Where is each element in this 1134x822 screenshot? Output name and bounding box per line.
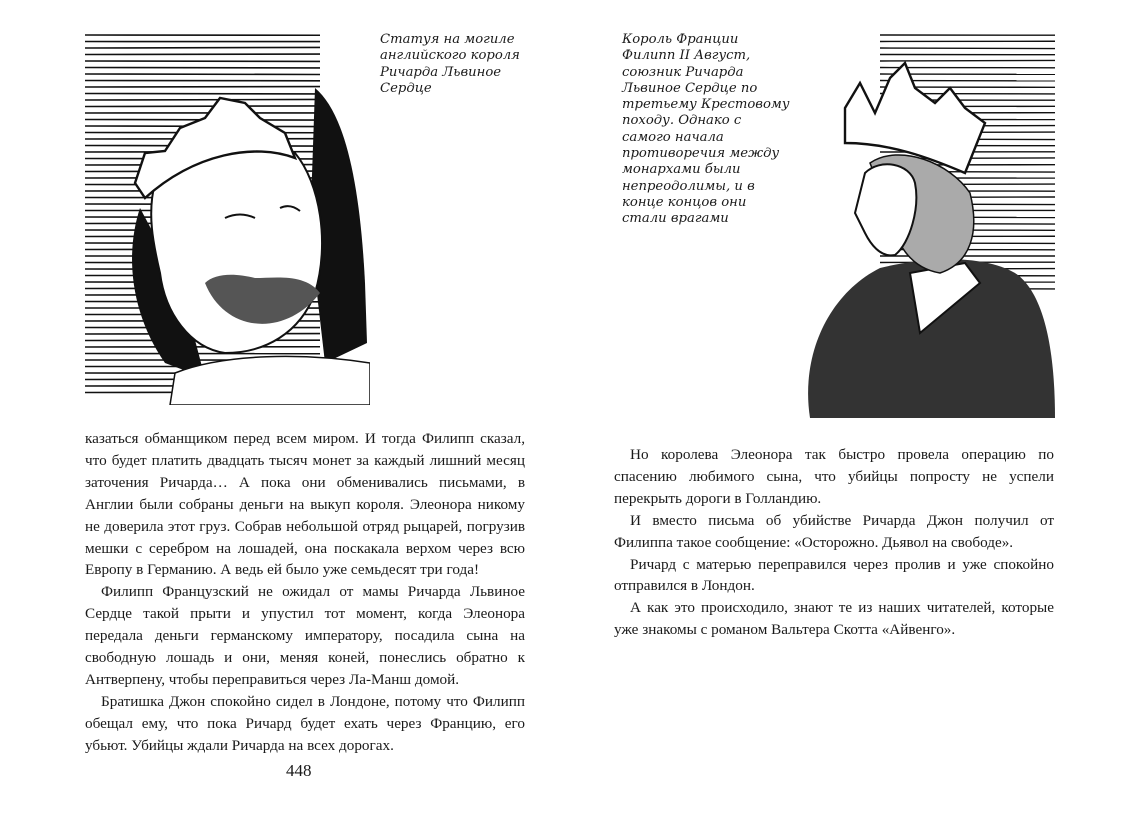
richard-statue-illustration <box>85 33 370 405</box>
hatch-line <box>880 48 1055 49</box>
paragraph: А как это происходило, знают те из наших читателей, которые уже знакомы с романом Вальтера Скотта «Айвенго». <box>614 599 1054 639</box>
page-number: 448 <box>286 761 312 780</box>
paragraph: Филипп Французский не ожидал от мамы Ричарда Львиное Сердце такой прыти и упустил тот момент, когда Элеонора передала деньги германскому императору, посадила сына на свободную лошадь и они, меняя коней, понеслись обратно к Антверпену, чтобы переправиться через Ла-Манш домой. <box>85 583 525 688</box>
paragraph: казаться обманщиком перед всем миром. И тогда Филипп сказал, что будет платить двадцать тысяч монет за каждый лишний месяц заточения Ричарда… А пока они обменивались письмами, в Англии были собраны деньги на выкуп короля. Элеонора никому не доверила этот груз. Собрав небольшой отряд рыцарей, погрузив мешки с серебром на лошадей, она поскакала верхом через всю Европу в Германию. А ведь ей было уже семьдесят три года! <box>85 430 525 579</box>
left-body-text <box>85 428 525 757</box>
hatch-line <box>85 106 320 107</box>
paragraph: И вместо письма об убийстве Ричарда Джон получил от Филиппа такое сообщение: «Осторожно. Дьявол на свободе». <box>614 511 1054 551</box>
hatch-line <box>85 47 320 48</box>
hatch-line <box>85 74 320 75</box>
hatch-line <box>880 60 1055 61</box>
paragraph: Ричард с матерью переправился через пролив и уже спокойно отправился в Лондон. <box>614 555 1054 595</box>
paragraph: Но королева Элеонора так быстро провела операцию по спасению любимого сына, что убийцы попросту не успели перекрыть дороги в Голландию. <box>614 446 1054 507</box>
left-illustration-caption: Статуя на могиле английского короля Ричарда Львиное Сердце <box>380 32 520 96</box>
paragraph: Братишка Джон спокойно сидел в Лондоне, потому что Филипп обещал ему, что пока Ричард будет ехать через Францию, его убьют. Убийцы ждали Ричарда на всех дорогах. <box>85 692 525 754</box>
right-body-text <box>614 444 1054 641</box>
philip-augustus-illustration <box>800 33 1055 418</box>
right-page <box>567 0 1134 822</box>
right-illustration-caption: Король Франции Филипп II Август, союзник Ричарда Львиное Сердце по третьему Крестовому походу. Однако с самого начала противоречия между монархами были непреодолимы, и в конце концов они стали врагами <box>622 32 790 227</box>
hatch-line <box>85 99 320 100</box>
